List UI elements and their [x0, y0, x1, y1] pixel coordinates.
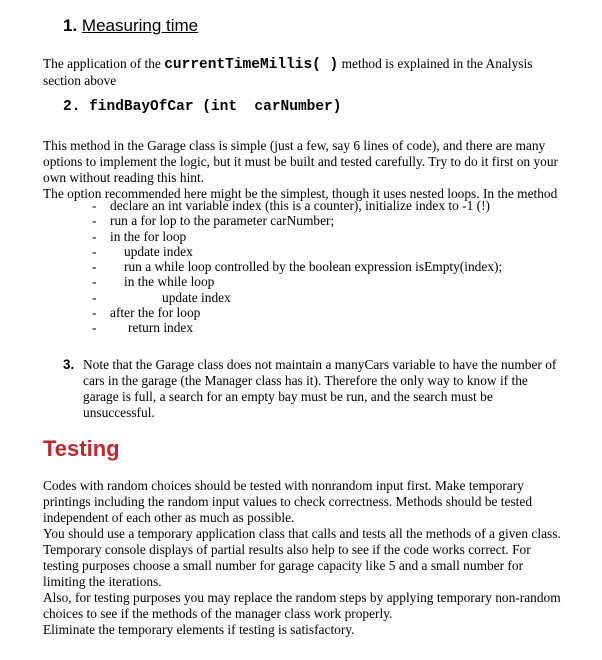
section-1-text-after: method is explained in the Analysis	[341, 56, 533, 71]
section-3-number: 3.	[63, 357, 75, 372]
testing-line: Eliminate the temporary elements if testing is satisfactory.	[43, 622, 355, 637]
testing-heading: Testing	[43, 436, 120, 461]
section-1-paragraph	[43, 56, 583, 89]
section-1-text-line2: section above	[43, 73, 117, 88]
section-2-line: The option recommended here might be the simplest, though it uses nested loops. In the method	[43, 186, 558, 201]
testing-line: testing purposes choose a small number for garage capacity like 5 and a small number for	[43, 558, 524, 573]
list-item: - in the for loop	[92, 228, 187, 244]
section-2-line: This method in the Garage class is simple (just a few, say 6 lines of code), and there are many	[43, 138, 546, 153]
section-1-number: 1.	[63, 16, 78, 35]
section-1-text-before: The application of the	[43, 56, 161, 71]
section-2-paragraph	[43, 138, 583, 202]
section-3-paragraph	[63, 357, 583, 421]
testing-line: choices to see if the methods of the manager class work properly.	[43, 606, 393, 621]
section-3-line: unsuccessful.	[83, 405, 155, 420]
list-item: - declare an int variable index (this is a counter), initialize index to -1 (!)	[92, 198, 490, 213]
list-item: - run a while loop controlled by the boolean expression isEmpty(index);	[92, 259, 503, 275]
testing-line: Also, for testing purposes you may replace the random steps by applying temporary non-random	[43, 590, 561, 605]
section-1-title: Measuring time	[81, 16, 199, 35]
testing-line: You should use a temporary application class that calls and tests all the methods of a given class.	[43, 526, 561, 541]
list-item: - update index	[92, 243, 193, 259]
algorithm-steps-list	[94, 198, 502, 336]
list-item: - in the while loop	[92, 274, 215, 290]
section-2-line: options to implement the logic, but it must be built and tested carefully. Try to do it first on your	[43, 154, 558, 169]
method-name-currenttimemillis: currentTimeMillis( )	[164, 57, 339, 73]
section-1-heading	[63, 16, 198, 36]
list-item: - return index	[92, 320, 194, 336]
testing-line: limiting the iterations.	[43, 574, 162, 589]
testing-line: Codes with random choices should be tested with nonrandom input first. Make temporary	[43, 478, 524, 493]
list-item: - update index	[92, 289, 231, 305]
testing-paragraph	[43, 478, 593, 638]
section-3-line: garage is full, a search for an empty bay must be run, and the search must be	[83, 389, 493, 404]
section-3-line: Note that the Garage class does not maintain a manyCars variable to have the number of	[83, 357, 557, 372]
section-3-line: cars in the garage (the Manager class has it). Therefore the only way to know if the	[83, 373, 528, 388]
section-2-heading: 2. findBayOfCar (int carNumber)	[63, 99, 342, 115]
section-2-line: own without reading this hint.	[43, 170, 205, 185]
list-item: - run a for lop to the parameter carNumber;	[92, 213, 335, 229]
list-item: - after the for loop	[92, 305, 201, 321]
testing-line: independent of each other as much as possible.	[43, 510, 295, 525]
testing-line: printings including the random input values to check correctness. Methods should be tested	[43, 494, 533, 509]
testing-line: Temporary console displays of partial results also help to see if the code works correct. For	[43, 542, 531, 557]
